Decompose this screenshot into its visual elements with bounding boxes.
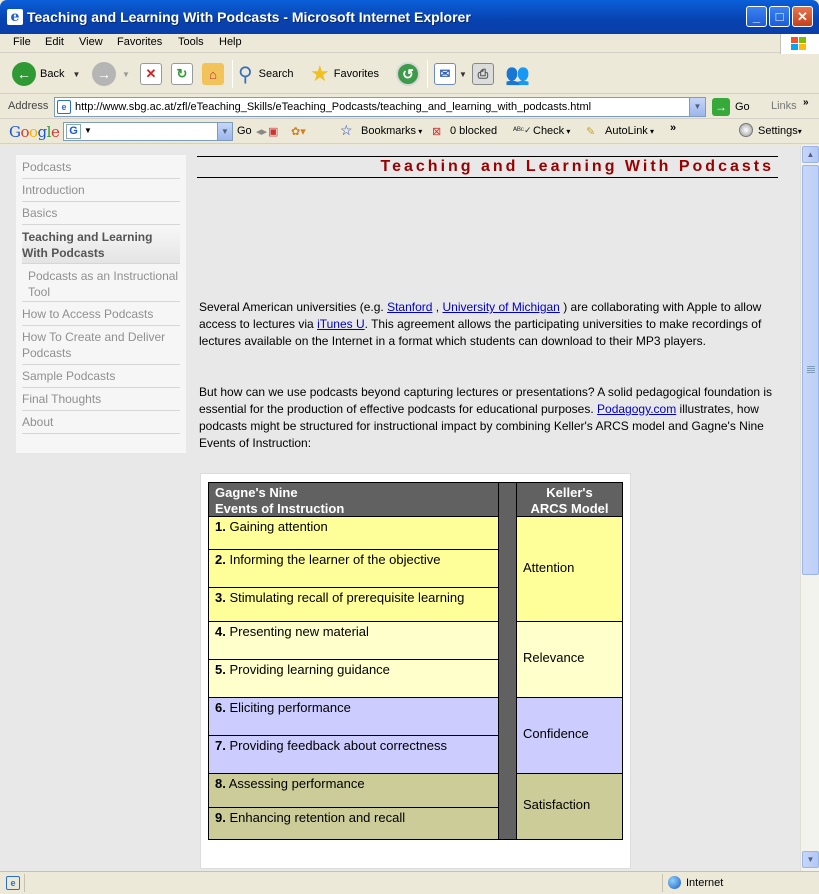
podagogy-link[interactable]: Podagogy.com: [597, 402, 677, 416]
ie-icon: e: [7, 9, 23, 25]
event-text: Enhancing retention and recall: [229, 810, 406, 825]
sidebar-item-teaching-and-learning[interactable]: Teaching and Learning With Podcasts: [22, 228, 180, 264]
forward-arrow-icon: →: [92, 62, 116, 86]
event-text: Providing feedback about correctness: [229, 738, 447, 753]
address-input[interactable]: [54, 97, 706, 117]
stanford-link[interactable]: Stanford: [387, 300, 433, 314]
address-bar: [0, 95, 819, 119]
go-label: Go: [735, 101, 750, 113]
autolink-label: AutoLink: [605, 125, 648, 137]
event-number: 8.: [215, 776, 226, 791]
chevron-down-icon[interactable]: ▼: [689, 98, 705, 116]
favorites-label: Favorites: [333, 68, 379, 80]
chevron-down-icon[interactable]: ▼: [217, 123, 232, 140]
search-icon: ⚲: [238, 63, 253, 86]
event-row: [208, 621, 499, 660]
chevron-down-icon[interactable]: ▼: [84, 126, 92, 135]
home-icon: ⌂: [202, 63, 224, 85]
back-arrow-icon: ←: [12, 62, 36, 86]
go-arrow-icon: →: [712, 98, 730, 116]
event-row: [208, 549, 499, 588]
text: Several American universities (e.g.: [199, 300, 388, 314]
divider-column: [498, 482, 517, 840]
menu-tools[interactable]: Tools: [178, 36, 204, 48]
windows-logo: [780, 34, 819, 56]
sidebar-item-podcasts[interactable]: Podcasts: [22, 159, 180, 179]
check-button[interactable]: Check ▾: [533, 125, 571, 137]
arrows-icon[interactable]: ◂▸: [256, 126, 268, 138]
google-toolbar: [0, 120, 819, 144]
links-button[interactable]: Links: [771, 100, 797, 112]
security-zone: Internet: [686, 877, 724, 889]
event-text: Gaining attention: [229, 519, 328, 534]
sidebar-item-create-deliver[interactable]: How To Create and Deliver Podcasts: [22, 329, 180, 365]
status-divider: [24, 874, 25, 892]
chevron-right-icon[interactable]: »: [803, 97, 809, 108]
status-divider: [662, 874, 663, 892]
chevron-down-icon[interactable]: ▼: [459, 69, 467, 79]
event-number: 4.: [215, 624, 226, 639]
sidebar-item-instructional-tool[interactable]: Podcasts as an Instructional Tool: [22, 267, 180, 302]
bookmarks-button[interactable]: Bookmarks ▾: [361, 125, 423, 137]
sidebar-item-introduction[interactable]: Introduction: [22, 182, 180, 202]
event-row: [208, 587, 499, 622]
back-label: Back: [40, 68, 65, 80]
star-icon: ★: [310, 61, 330, 86]
google-g-icon[interactable]: G: [66, 124, 81, 139]
close-button[interactable]: ✕: [792, 6, 813, 27]
title-bar: [0, 0, 819, 34]
pedagogy-paragraph: [199, 384, 779, 452]
google-search-input[interactable]: [63, 122, 233, 141]
event-row: [208, 773, 499, 808]
refresh-icon: ↻: [171, 63, 193, 85]
event-number: 3.: [215, 590, 226, 605]
scroll-thumb[interactable]: [802, 165, 819, 575]
menu-file[interactable]: File: [13, 36, 31, 48]
scroll-up-button[interactable]: ▲: [802, 146, 819, 163]
standard-toolbar: [0, 54, 819, 94]
text: illustrates, how podcasts might be structured for instructional impact by combining Keller's ARCS model and Gagne's Nine Events of Instruction:: [199, 402, 764, 450]
bookmarks-label: Bookmarks: [361, 125, 417, 137]
menu-bar: [0, 34, 819, 53]
arcs-attention: Attention: [516, 516, 623, 622]
text: ) are collaborating with Apple to allow access to lectures via: [199, 300, 762, 331]
event-number: 7.: [215, 738, 226, 753]
autolink-button[interactable]: AutoLink ▾: [605, 125, 655, 137]
event-row: [208, 735, 499, 774]
sidebar-item-about[interactable]: About: [22, 414, 180, 434]
history-button[interactable]: [396, 60, 420, 88]
stop-button[interactable]: [140, 60, 162, 88]
mail-icon: ✉: [434, 63, 456, 85]
printer-icon: ⎙: [472, 63, 494, 85]
sidebar-item-access-podcasts[interactable]: How to Access Podcasts: [22, 306, 180, 326]
favorites-button[interactable]: [310, 60, 379, 88]
messenger-icon: 👥: [505, 63, 530, 86]
home-button[interactable]: [202, 60, 224, 88]
event-number: 2.: [215, 552, 226, 567]
page-icon: e: [57, 100, 71, 114]
event-row: [208, 516, 499, 550]
windows-flag-icon: [791, 37, 807, 52]
google-go-button[interactable]: Go: [237, 125, 252, 137]
intro-paragraph: [199, 299, 779, 350]
page-title: Teaching and Learning With Podcasts: [197, 156, 778, 178]
toolbar-divider: [427, 60, 428, 88]
header-gagne-line2: Events of Instruction: [215, 501, 345, 516]
popup-blocker-icon: ⊠: [432, 126, 442, 138]
globe-icon: [668, 876, 681, 889]
arcs-relevance: Relevance: [516, 621, 623, 698]
back-button[interactable]: [12, 60, 80, 88]
event-text: Presenting new material: [229, 624, 369, 639]
window-title: Teaching and Learning With Podcasts - Microsoft Internet Explorer: [27, 9, 471, 25]
menu-view[interactable]: View: [79, 36, 103, 48]
google-logo[interactable]: Google: [9, 123, 60, 141]
event-text: Eliciting performance: [229, 700, 351, 715]
address-url[interactable]: http://www.sbg.ac.at/zfl/eTeaching_Skills/eTeaching_Podcasts/teaching_and_learning_with_podcasts.html: [75, 101, 592, 113]
forward-button[interactable]: [92, 60, 130, 88]
menu-help[interactable]: Help: [219, 36, 242, 48]
address-label: Address: [8, 100, 49, 112]
event-number: 6.: [215, 700, 226, 715]
header-gagne: [208, 482, 499, 517]
menu-edit[interactable]: Edit: [45, 36, 64, 48]
autolink-icon: ✎: [586, 126, 596, 138]
event-row: [208, 807, 499, 840]
event-text: Stimulating recall of prerequisite learning: [229, 590, 465, 605]
university-of-michigan-link[interactable]: University of Michigan: [442, 300, 560, 314]
itunes-u-link[interactable]: iTunes U: [317, 317, 365, 331]
news-icon[interactable]: ▣: [268, 126, 279, 138]
text: ,: [432, 300, 443, 314]
sidebar-item-sample-podcasts[interactable]: Sample Podcasts: [22, 368, 180, 388]
refresh-button[interactable]: [171, 60, 193, 88]
search-button[interactable]: [238, 60, 294, 88]
settings-button[interactable]: Settings▾: [758, 125, 802, 137]
event-row: [208, 697, 499, 736]
grip-icon: [807, 366, 815, 367]
event-text: Providing learning guidance: [229, 662, 390, 677]
sidebar-item-basics[interactable]: Basics: [22, 205, 180, 225]
event-number: 9.: [215, 810, 226, 825]
check-label: Check: [533, 125, 565, 137]
maximize-button[interactable]: □: [769, 6, 790, 27]
arcs-satisfaction: Satisfaction: [516, 773, 623, 840]
popup-blocked-count[interactable]: 0 blocked: [450, 125, 498, 137]
mail-button[interactable]: [434, 60, 467, 88]
chevron-down-icon[interactable]: ▼: [72, 69, 81, 79]
puzzle-icon[interactable]: ✿▾: [291, 126, 306, 138]
toolbar-divider: [232, 60, 233, 88]
sidebar-item-final-thoughts[interactable]: Final Thoughts: [22, 391, 180, 411]
page-viewport: [0, 145, 800, 871]
header-gagne-line1: Gagne's Nine: [215, 485, 298, 500]
scroll-down-button[interactable]: ▼: [802, 851, 819, 868]
vertical-scrollbar[interactable]: [800, 145, 819, 871]
menu-favorites[interactable]: Favorites: [117, 36, 163, 48]
header-keller-line2: ARCS Model: [530, 501, 609, 516]
page-icon: e: [6, 876, 20, 890]
sidebar-nav: [16, 155, 186, 453]
event-text: Assessing performance: [228, 776, 365, 791]
go-button[interactable]: [712, 97, 750, 117]
search-label: Search: [258, 68, 294, 80]
text: But how can we use podcasts beyond capturing lectures or presentations? A solid pedagogical foundation is essential for the production of effective podcasts for educational purposes.: [199, 385, 773, 416]
star-outline-icon: ☆: [340, 122, 353, 138]
event-text: Informing the learner of the objective: [229, 552, 441, 567]
chevron-down-icon[interactable]: ▼: [122, 69, 130, 79]
text: . This agreement allows the participating universities to make recordings of lectures available on the Internet in a format which students can download to their MP3 players.: [199, 317, 762, 348]
settings-icon: [739, 123, 753, 137]
event-row: [208, 659, 499, 698]
arcs-confidence: Confidence: [516, 697, 623, 774]
status-bar: [0, 871, 819, 894]
header-keller: [516, 482, 623, 517]
event-number: 1.: [215, 519, 226, 534]
stop-icon: ✕: [140, 63, 162, 85]
messenger-button[interactable]: [505, 60, 530, 88]
history-icon: ↺: [396, 62, 420, 86]
chevron-right-icon[interactable]: »: [670, 122, 677, 134]
minimize-button[interactable]: _: [746, 6, 767, 27]
print-button[interactable]: [472, 60, 494, 88]
header-keller-line1: Keller's: [546, 485, 593, 500]
settings-label: Settings: [758, 125, 798, 137]
event-number: 5.: [215, 662, 226, 677]
spellcheck-icon: ᴬᴮᶜ✓: [513, 125, 532, 135]
